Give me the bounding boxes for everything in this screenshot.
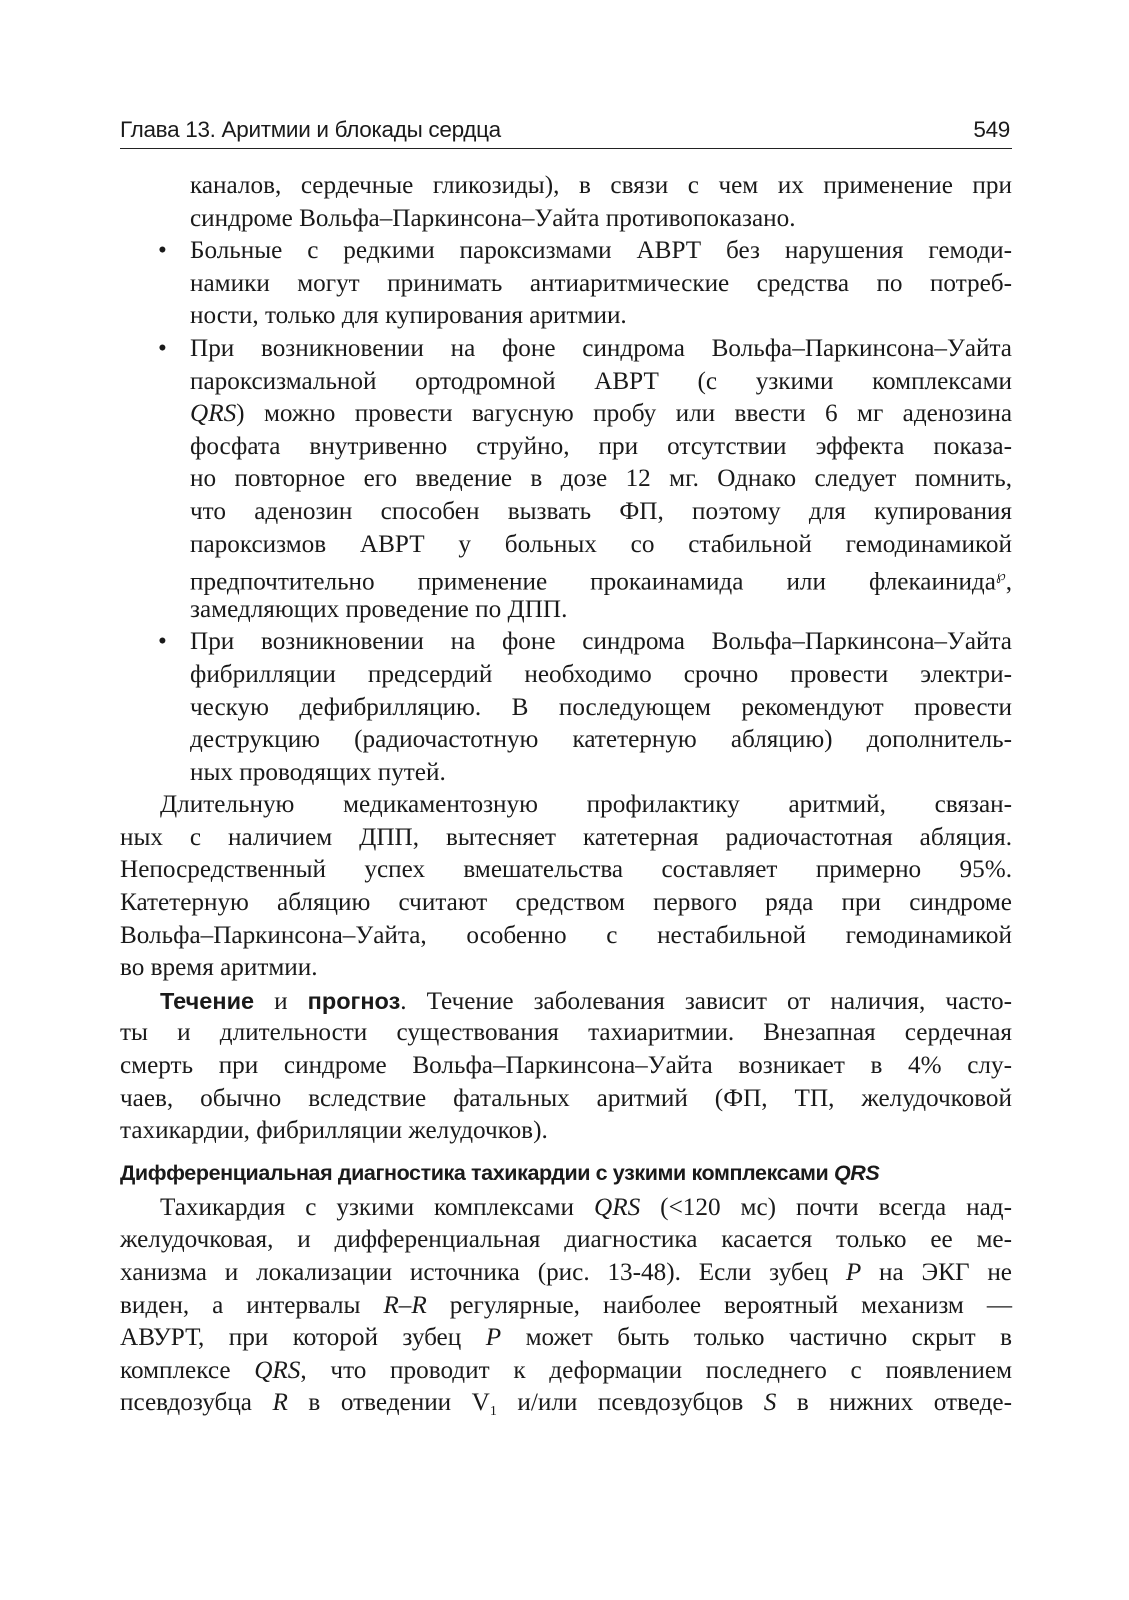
text-line [120, 1290, 1012, 1323]
paragraph [120, 985, 1012, 1148]
text-line: ты и длительности существования тахиаритмии. Внезапная сердечная [120, 1019, 1012, 1047]
bullet-marker: • [158, 237, 167, 265]
bold-term: Течение [160, 987, 255, 1014]
text-line: ности, только для купирования аритмии. [190, 302, 627, 330]
text-line: При возникновении на фоне синдрома Вольфа–Паркинсона–Уайта [190, 628, 1012, 656]
text-span: АВУРТ, при которой зубец [120, 1324, 486, 1352]
text-span: регулярные, наиболее вероятный механизм — [426, 1291, 1013, 1319]
lead-subscript: 1 [489, 1404, 497, 1420]
text-line: что аденозин способен вызвать ФП, поэтому для купирования [190, 497, 1012, 525]
page-body [120, 170, 1012, 1420]
text-line: При возникновении на фоне синдрома Вольфа–Паркинсона–Уайта [190, 334, 1012, 362]
text-span: виден, а интервалы [120, 1291, 384, 1319]
text-line: Вольфа–Паркинсона–Уайта, особенно с нестабильной гемодинамикой [120, 921, 1012, 949]
text-span: в нижних отведе- [776, 1389, 1012, 1417]
text-line: Больные с редкими пароксизмами АВРТ без нарушения гемоди- [190, 237, 1012, 265]
text-line [120, 561, 1012, 594]
text-line [120, 1322, 1012, 1355]
text-span: на ЭКГ не [861, 1259, 1012, 1286]
bold-term: прогноз [307, 987, 401, 1014]
text-span: ) можно провести вагусную пробу или ввести 6 мг аденозина [236, 400, 1012, 428]
text-line: деструкцию (радиочастотную катетерную абляцию) дополнитель- [190, 726, 1012, 754]
text-line: намики могут принимать антиаритмические средства по потреб- [190, 269, 1012, 297]
section-heading [120, 1156, 1012, 1190]
text-span: , что проводит к деформации последнего с появлением [300, 1356, 1013, 1384]
text-line: ных проводящих путей. [190, 758, 446, 786]
text-line: каналов, сердечные гликозиды), в связи с чем их применение при [190, 172, 1012, 199]
text-line: фосфата внутривенно струйно, при отсутствии эффекта показа- [190, 432, 1012, 460]
text-line: Непосредственный успех вмешательства составляет примерно 95%. [120, 856, 1012, 884]
text-line: но повторное его введение в дозе 12 мг. Однако следует помнить, [190, 465, 1012, 493]
text-span: может быть только частично скрыт в [501, 1324, 1012, 1352]
text-span: и/или псевдозубцов [496, 1389, 764, 1417]
bullet-item [120, 235, 1012, 333]
text-line [120, 1387, 1012, 1420]
text-span: . Течение заболевания зависит от наличия, часто- [400, 987, 1013, 1015]
qrs-term: QRS [190, 400, 237, 428]
text-span: Тахикардия с узкими комплексами [160, 1193, 594, 1221]
text-line: ческую дефибрилляцию. В последующем рекомендуют провести [190, 693, 1012, 721]
text-line [120, 1355, 1012, 1388]
p-wave-term: P [845, 1259, 862, 1286]
text-line [120, 398, 1012, 431]
p-wave-term: P [485, 1324, 502, 1352]
text-span: псевдозубца [120, 1389, 273, 1417]
rr-term: R–R [383, 1291, 427, 1319]
text-line: Катетерную абляцию считают средством первого ряда при синдроме [120, 889, 1012, 917]
unregistered-drug-mark: ℘ [995, 569, 1006, 585]
text-span: , [1005, 568, 1012, 596]
text-line: смерть при синдроме Вольфа–Паркинсона–Уайта возникает в 4% слу- [120, 1052, 1012, 1080]
text-line: пароксизмальной ортодромной АВРТ (с узкими комплексами [190, 367, 1012, 395]
r-wave-term: R [272, 1389, 288, 1417]
chapter-title: Глава 13. Аритмии и блокады сердца [120, 117, 501, 142]
text-line: замедляющих проведение по ДПП. [190, 595, 568, 623]
bullet-item [120, 626, 1012, 789]
text-line: тахикардии, фибрилляции желудочков). [120, 1117, 548, 1145]
text-span: ханизма и локализации источника (рис. 13-48). Если зубец [120, 1259, 846, 1286]
text-line: пароксизмов АВРТ у больных со стабильной гемодинамикой [190, 530, 1012, 558]
text-line [120, 985, 1012, 1018]
text-line [120, 1257, 1012, 1290]
text-line: фибрилляции предсердий необходимо срочно провести электри- [190, 660, 1012, 688]
text-span: предпочтительно применение прокаинамида или флекаинида [190, 568, 996, 596]
text-span: комплексе [120, 1356, 255, 1384]
bullet-marker: • [158, 628, 167, 656]
text-line: желудочковая, и дифференциальная диагностика касается только ее ме- [120, 1226, 1012, 1254]
text-line: чаев, обычно вследствие фатальных аритмий (ФП, ТП, желудочковой [120, 1084, 1012, 1112]
bullet-marker: • [158, 334, 167, 362]
text-span: и [254, 987, 308, 1015]
s-wave-term: S [763, 1389, 777, 1417]
heading-qrs: QRS [833, 1160, 880, 1185]
qrs-term: QRS [254, 1356, 301, 1384]
page-number: 549 [973, 117, 1010, 142]
running-header [120, 112, 1012, 149]
paragraph [120, 1192, 1012, 1420]
text-line: ных с наличием ДПП, вытесняет катетерная радиочастотная абляция. [120, 823, 1012, 851]
text-line [120, 1192, 1012, 1225]
text-span: (<120 мс) почти всегда над- [640, 1193, 1012, 1221]
text-span: в отведении V [287, 1389, 490, 1417]
heading-text: Дифференциальная диагностика тахикардии с узкими комплексами [120, 1160, 834, 1185]
text-line: Длительную медикаментозную профилактику аритмий, связан- [160, 791, 1012, 819]
text-line: во время аритмии. [120, 954, 318, 982]
text-line: синдроме Вольфа–Паркинсона–Уайта противопоказано. [190, 204, 796, 232]
qrs-term: QRS [594, 1193, 641, 1221]
bullet-item [120, 333, 1012, 626]
paragraph [120, 789, 1012, 985]
